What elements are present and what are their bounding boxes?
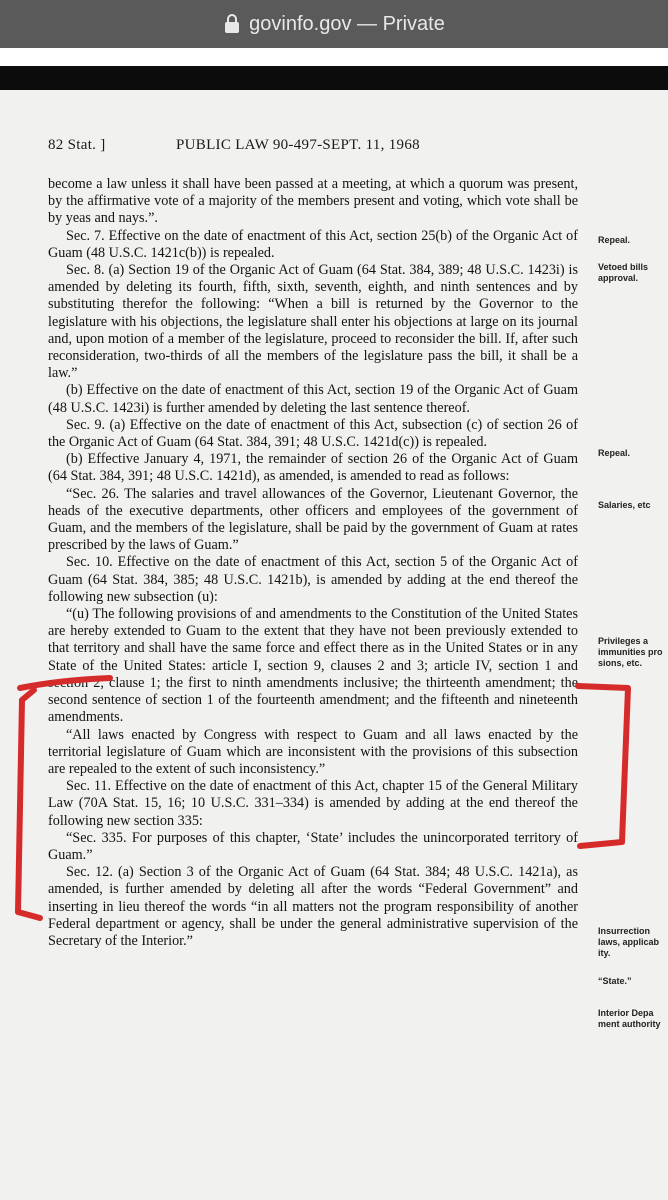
law-title: PUBLIC LAW 90-497-SEPT. 11, 1968	[176, 137, 420, 153]
stat-reference: 82 Stat. ]	[48, 137, 106, 153]
paragraph: Sec. 8. (a) Section 19 of the Organic Act of Guam (64 Stat. 384, 389; 48 U.S.C. 1423i) is amended by deleting its fourth, fifth, sixth, seventh, eighth, and ninth sentences and by substituting therefor the following: “When a bill is returned by the Governor to the legislature with his objections, the legislature shall enter his objections at large on its journal and, upon motion of a member of the legislature, proceed to reconsider the bill. If, after such reconsideration, two-thirds of all the members of the legislature pass the bill, it shall be a law.”	[48, 262, 578, 382]
paragraph: “Sec. 26. The salaries and travel allowances of the Governor, Lieutenant Governor, the heads of the executive departments, other officers and employees of the government of Guam, and the members of the legislature, shall be paid by the government of Guam at rates prescribed by the laws of Guam.”	[48, 485, 578, 554]
browser-address-bar[interactable]	[0, 0, 668, 48]
paragraph: Sec. 9. (a) Effective on the date of enactment of this Act, subsection (c) of section 26 of the Organic Act of Guam (64 Stat. 384, 391; 48 U.S.C. 1421d(c)) is repealed.	[48, 416, 578, 451]
browser-url-text: govinfo.gov — Private	[249, 12, 445, 35]
paragraph: Sec. 11. Effective on the date of enactment of this Act, chapter 15 of the General Military Law (70A Stat. 15, 16; 10 U.S.C. 331–334) is amended by adding at the end thereof the following new section 335:	[48, 778, 578, 829]
margin-note-vetoed-bills: Vetoed bills approval.	[598, 262, 649, 283]
margin-note-repeal: Repeal.	[598, 235, 631, 245]
law-body	[48, 176, 578, 950]
toolbar-divider	[0, 48, 668, 66]
paragraph: “Sec. 335. For purposes of this chapter, ‘State’ includes the unincorporated territory of Guam.”	[48, 829, 578, 863]
margin-note-insurrection: Insurrection laws, applicab ity.	[598, 926, 660, 958]
margin-note-salaries: Salaries, etc	[598, 500, 651, 510]
document-page	[0, 90, 668, 1200]
paragraph: (b) Effective on the date of enactment of this Act, section 19 of the Organic Act of Guam (48 U.S.C. 1423i) is further amended by deleting the last sentence thereof.	[48, 382, 578, 416]
paragraph: Sec. 12. (a) Section 3 of the Organic Act of Guam (64 Stat. 384; 48 U.S.C. 1421a), as amended, is further amended by deleting all after the words “Federal Government” and inserting in lieu thereof the words “in all matters not the program responsibility of another Federal department or agency, shall be under the general administrative supervision of the Secretary of the Interior.”	[48, 864, 578, 949]
paragraph: (b) Effective January 4, 1971, the remainder of section 26 of the Organic Act of Guam (64 Stat. 384, 391; 48 U.S.C. 1421d), as amended, is amended to read as follows:	[48, 451, 578, 485]
paragraph: Sec. 10. Effective on the date of enactment of this Act, section 5 of the Organic Act of Guam (64 Stat. 384, 385; 48 U.S.C. 1421b), is amended by adding at the end thereof the following new subsection (u):	[48, 554, 578, 605]
margin-note-interior: Interior Depa ment authority	[598, 1008, 661, 1029]
margin-note-privileges: Privileges a immunities pro sions, etc.	[598, 636, 663, 668]
paragraph: Sec. 7. Effective on the date of enactment of this Act, section 25(b) of the Organic Act of Guam (48 U.S.C. 1421c(b)) is repealed.	[48, 227, 578, 261]
lock-icon	[223, 14, 241, 34]
paragraph: “All laws enacted by Congress with respect to Guam and all laws enacted by the territorial legislature of Guam which are inconsistent with the provisions of this subsection are repealed to the extent of such inconsistency.”	[48, 726, 578, 777]
page-top-band	[0, 66, 668, 90]
paragraph: “(u) The following provisions of and amendments to the Constitution of the United States are hereby extended to Guam to the extent that they have not been previously extended to that territory and shall have the same force and effect there as in the United States or in any State of the United States: article I, section 9, clauses 2 and 3; article IV, section 1 and section 2, clause 1; the first to ninth amendments inclusive; the thirteenth amendment; the second sentence of section 1 of the fourteenth amendment; and the fifteenth and nineteenth amendments.	[48, 606, 578, 726]
margin-note-repeal-2: Repeal.	[598, 448, 631, 458]
paragraph: become a law unless it shall have been passed at a meeting, at which a quorum was present, by the affirmative vote of a majority of the members present and voting, which vote shall be by yeas and nays.”.	[48, 176, 578, 227]
margin-note-state: “State.”	[598, 976, 632, 986]
